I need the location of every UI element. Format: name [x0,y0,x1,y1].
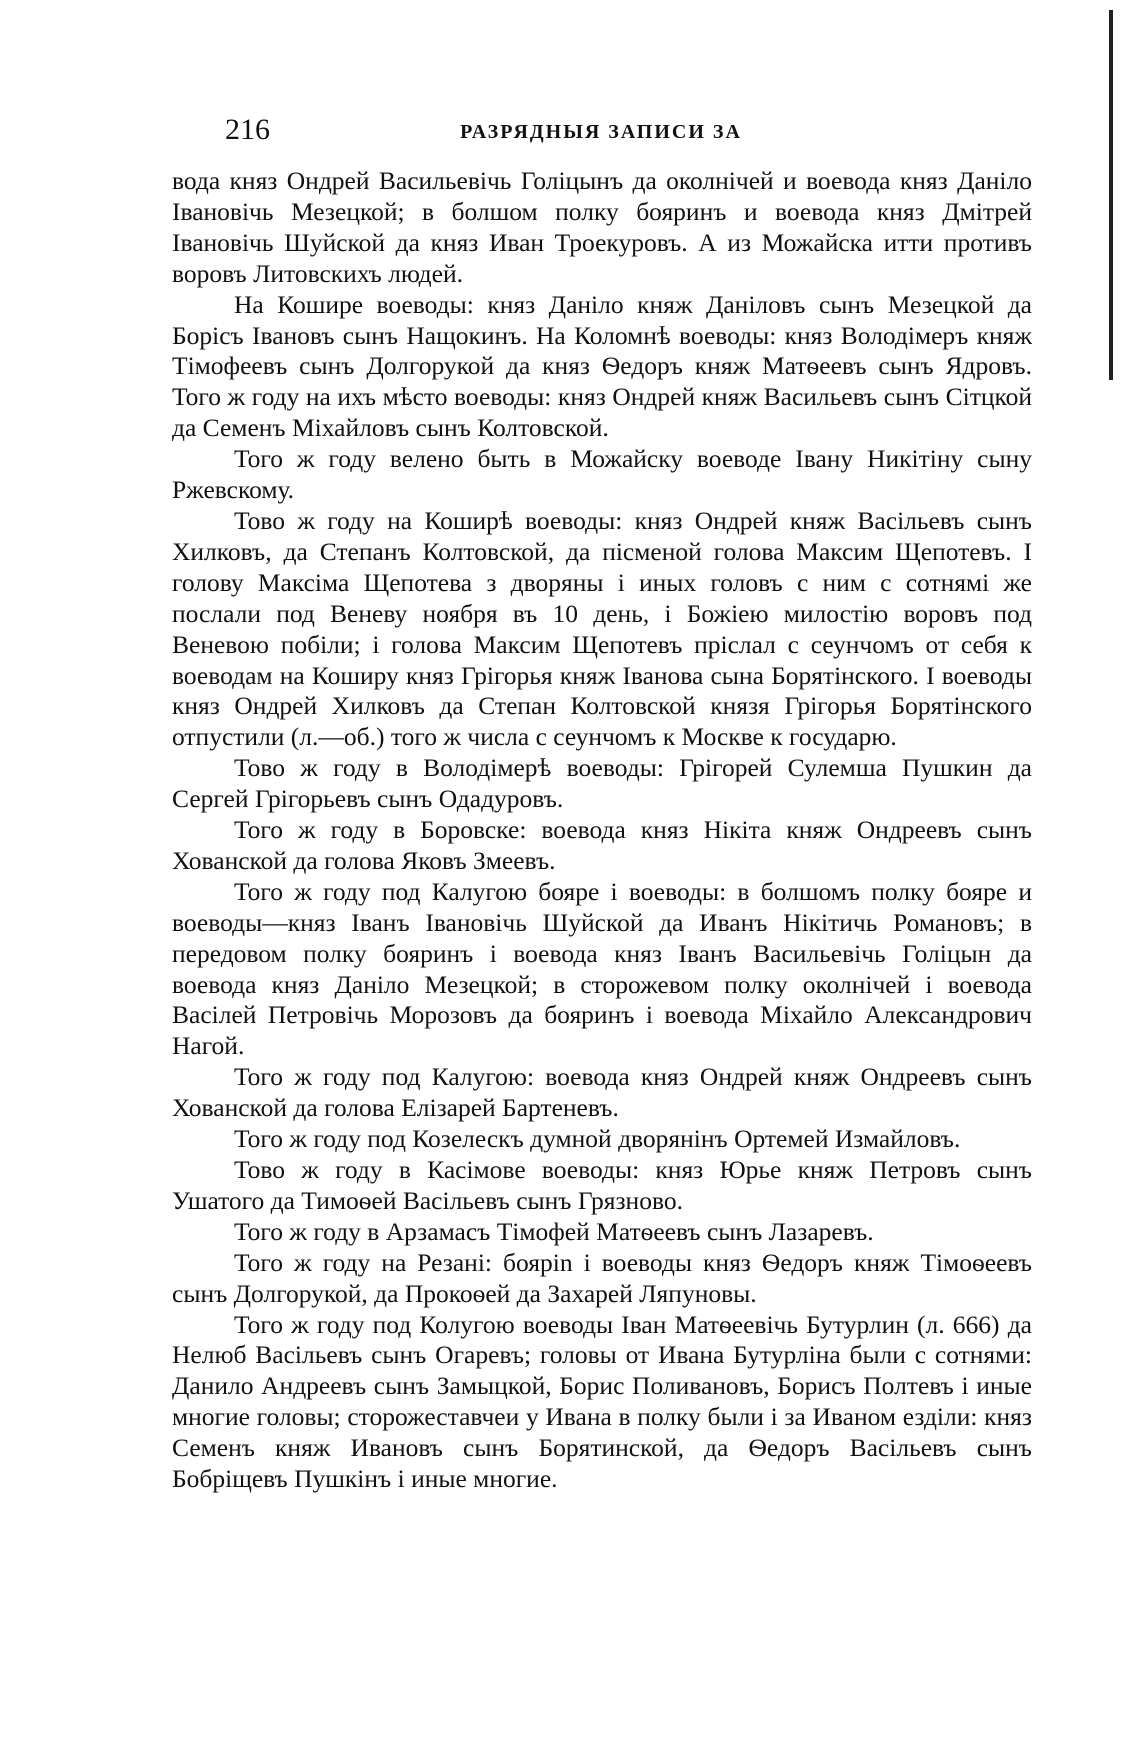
paragraph: Того ж году на Резані: бояріn і воеводы княз Ѳедоръ княж Тімоѳеевъ сынъ Долгорукой, да Прокоѳей да Захарей Ляпуновы. [172,1247,1032,1308]
paragraph: Того ж году под Калугою бояре і воеводы: в болшомъ полку бояре и воеводы—княз Іванъ Івановічь Шуйской да Иванъ Нікітичь Романовъ; в передовом полку бояринъ і воевода княз Іванъ Васильевічь Голіцын да воевода княз Даніло Мезецкой; в сторожевом полку околнічей і воевода Васілей Петровічь Морозовъ да бояринъ і воевода Міхайло Александрович Нагой. [172,876,1032,1061]
paragraph: Того ж году под Козелескъ думной дворянінъ Ортемей Измайловъ. [234,1124,961,1154]
body-text [172,166,1032,1495]
paragraph: вода княз Ондрей Васильевічь Голіцынъ да околнічей и воевода княз Даніло Івановічь Мезецкой; в болшом полку бояринъ и воевода княз Дмітрей Івановічь Шуйской да княз Иван Троекуровъ. А из Можайска итти противъ воровъ Литовскихъ людей. [172,166,1032,288]
page-number: 216 [225,113,270,146]
paragraph: Тово ж году на Коширѣ воеводы: княз Ондрей княж Васільевъ сынъ Хилковъ, да Степанъ Колтовской, да пісменой голова Максим Щепотевъ. І голову Максіма Щепотева з дворяны і иных головъ с ним с сотнямі же послали под Веневу ноября въ 10 день, і Божіею милостію воровъ под Веневою побіли; і голова Максим Щепотевъ пріслал с сеунчомъ от себя к воеводам на Коширу княз Грігорья княж Іванова сына Борятінского. І воеводы княз Ондрей Хилковъ да Степан Колтовской князя Грігорья Борятінского отпустили (л.—об.) того ж числа с сеунчомъ к Москве к государю. [172,505,1032,752]
page-header [170,112,1032,152]
paragraph: Того ж году под Калугою: воевода княз Ондрей княж Ондреевъ сынъ Хованской да голова Елізарей Бартеневъ. [172,1062,1032,1123]
page-edge-line [1109,10,1113,380]
paragraph: Того ж году под Колугою воеводы Іван Матѳеевічь Бутурлин (л. 666) да Нелюб Васільевъ сынъ Огаревъ; головы от Ивана Бутурліна были с сотнями: Данило Андреевъ сынъ Замыцкой, Борис Поливановъ, Борисъ Полтевъ і иные многие головы; сторожеставчеи у Ивана в полку были і за Иваном езділи: княз Семенъ княж Ивановъ сынъ Борятинской, да Ѳедоръ Васільевъ сынъ Бобріщевъ Пушкінъ і иные многие. [172,1309,1032,1494]
paragraph: Тово ж году в Касімове воеводы: княз Юрье княж Петровъ сынъ Ушатого да Тимоѳей Васільевъ сынъ Грязново. [172,1155,1032,1215]
paragraph: На Кошире воеводы: княз Даніло княж Даніловъ сынъ Мезецкой да Борісъ Івановъ сынъ Нащокинъ. На Коломнѣ воеводы: княз Володімеръ княж Тімофеевъ сынъ Долгорукой да княз Ѳедоръ княж Матѳеевъ сынъ Ядровъ. Того ж году на ихъ мѣсто воеводы: княз Ондрей княж Васильевъ сынъ Сітцкой да Семенъ Міхайловъ сынъ Колтовской. [172,289,1032,443]
paragraph: Того ж году велено быть в Можайску воеводе Івану Никітіну сыну Ржевскому. [172,444,1032,505]
running-title: РАЗРЯДНЫЯ ЗАПИСИ ЗА [460,121,742,143]
paragraph: Того ж году в Арзамасъ Тімофей Матѳеевъ сынъ Лазаревъ. [234,1216,874,1246]
paragraph: Того ж году в Боровске: воевода княз Нікіта княж Ондреевъ сынъ Хованской да голова Яковъ Змеевъ. [172,815,1032,875]
paragraph: Тово ж году в Володімерѣ воеводы: Грігорей Сулемша Пушкин да Сергей Грігорьевъ сынъ Одадуровъ. [172,753,1032,814]
